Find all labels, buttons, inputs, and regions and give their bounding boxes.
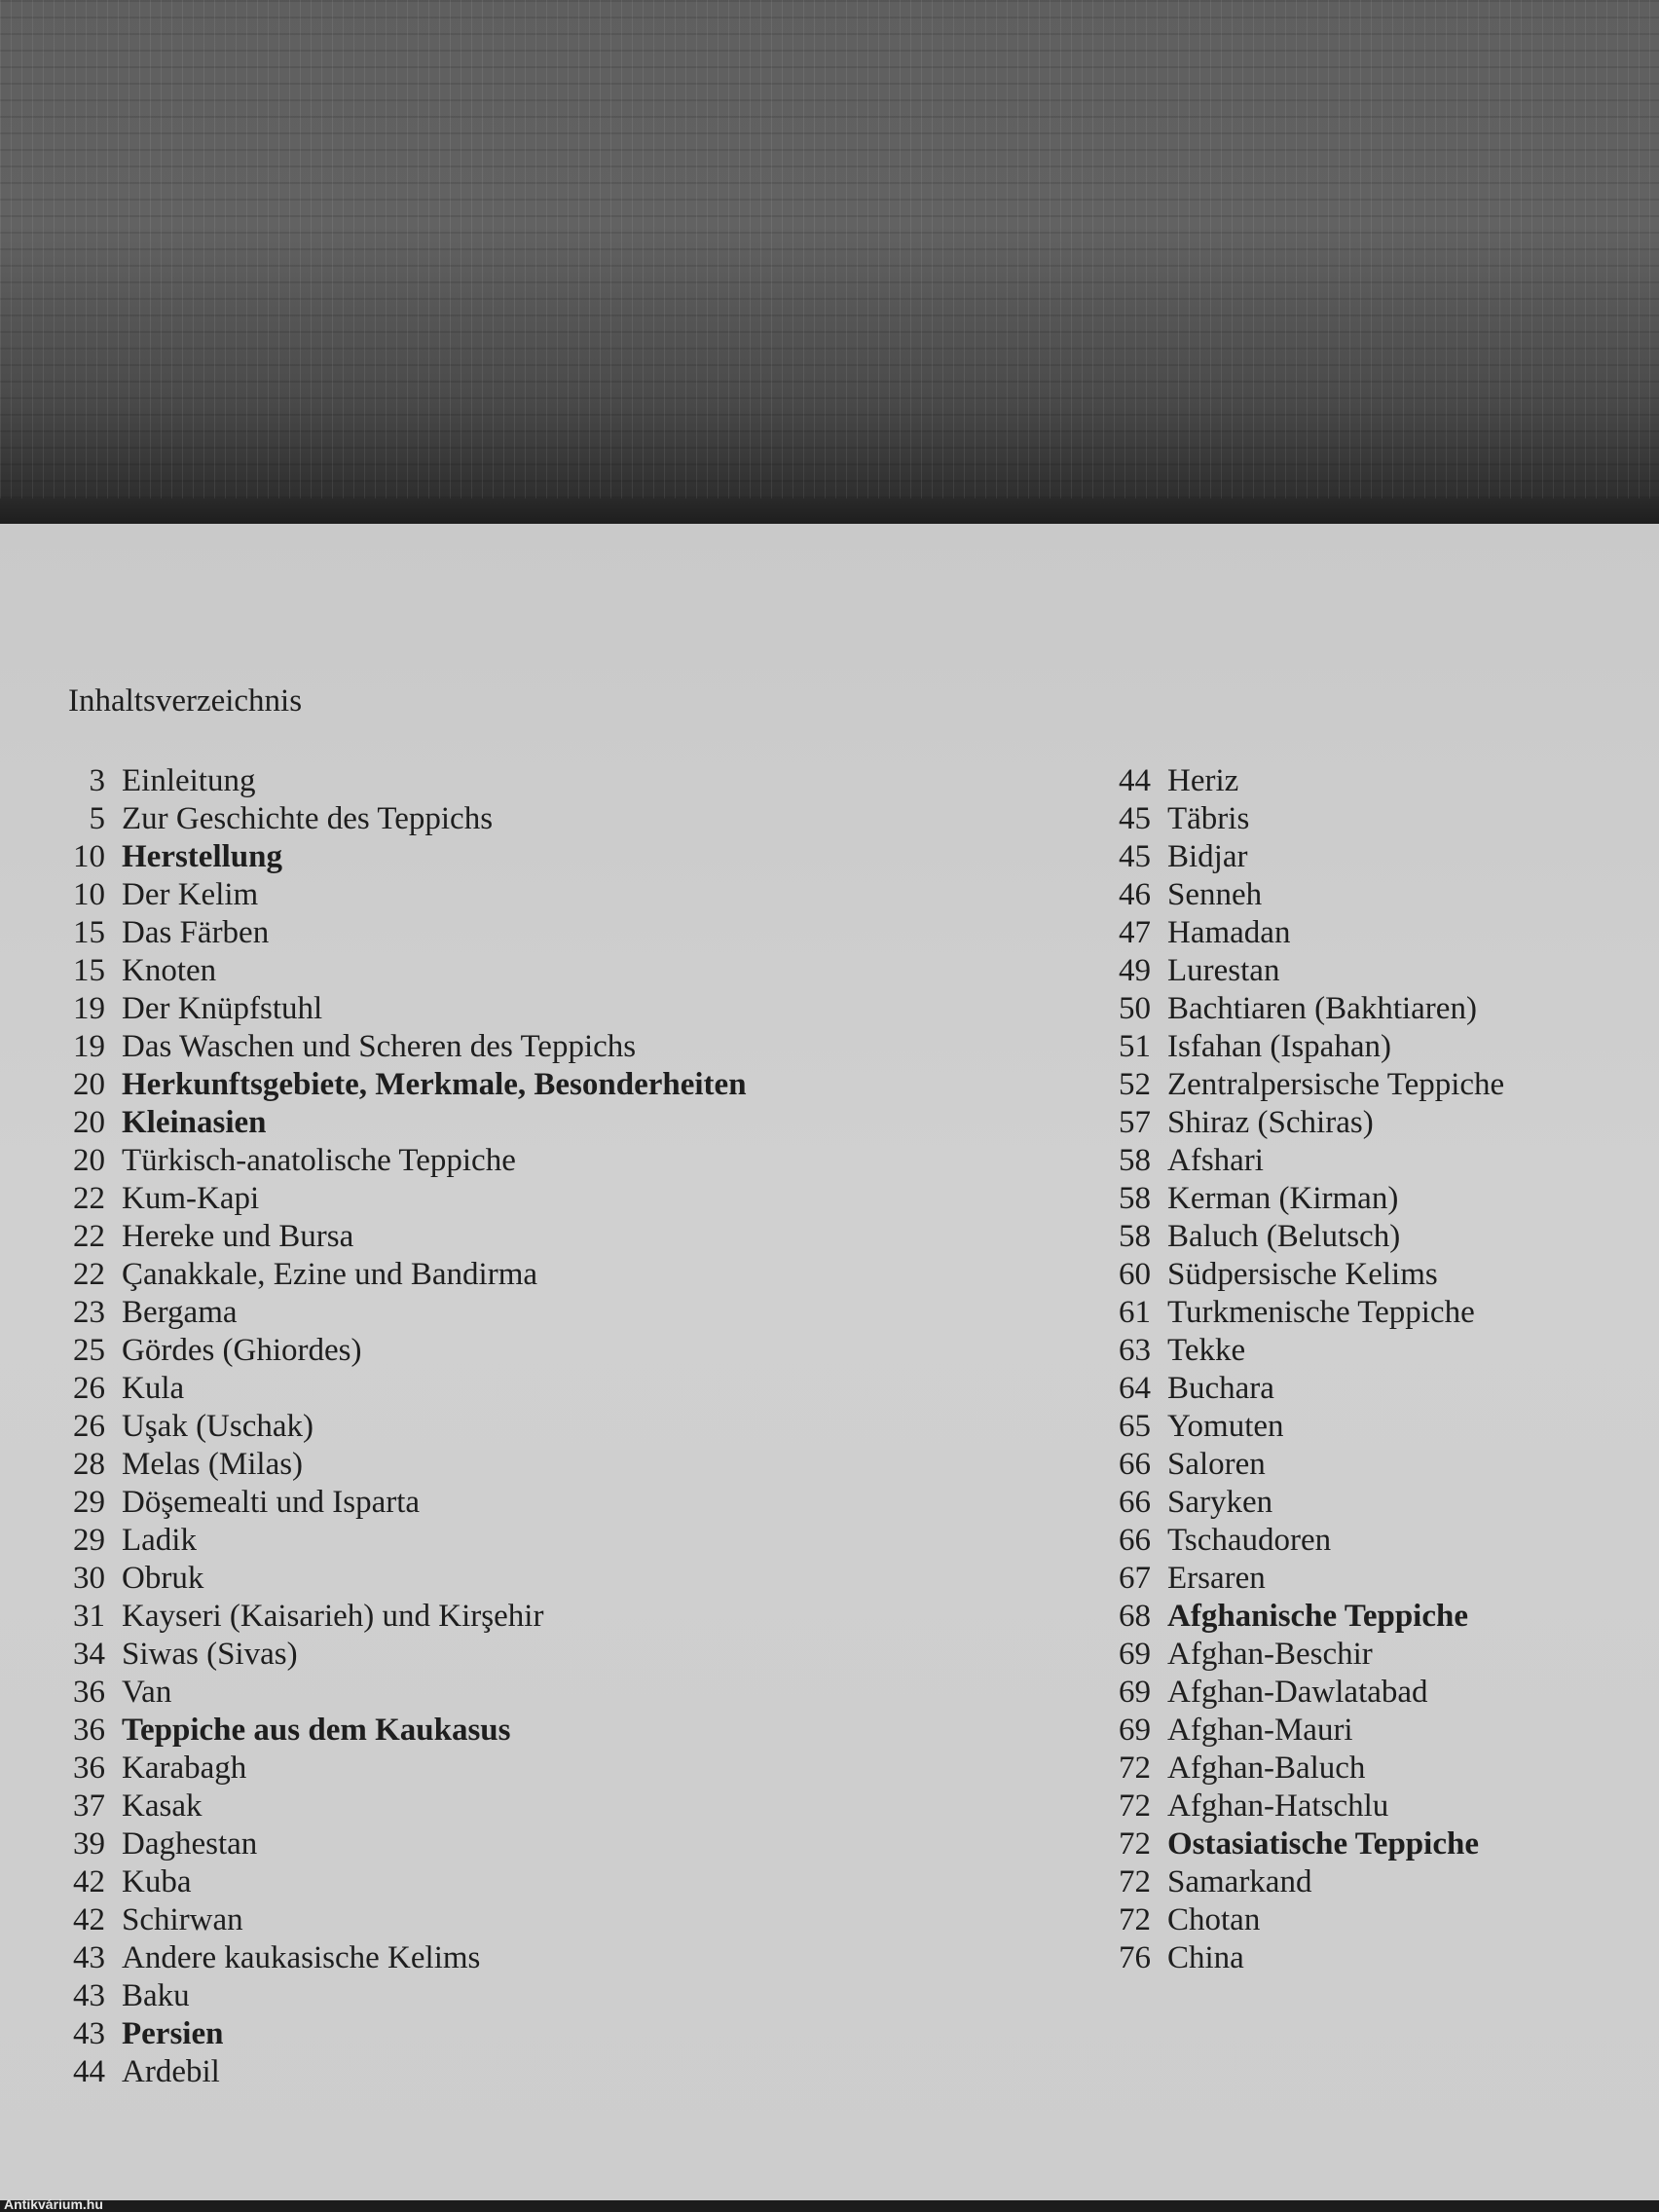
toc-entry	[1100, 800, 1504, 838]
toc-entry-label: Kasak	[122, 1788, 203, 1824]
toc-entry	[58, 1104, 747, 1142]
toc-entry-label: Ersaren	[1167, 1561, 1266, 1596]
toc-entry	[58, 914, 747, 952]
toc-entry	[58, 2053, 747, 2091]
toc-entry-label: Einleitung	[122, 763, 256, 798]
toc-page-number: 66	[1119, 1447, 1151, 1482]
toc-entry-label: Afghan-Beschir	[1167, 1637, 1373, 1672]
toc-page-number: 45	[1119, 801, 1151, 836]
toc-entry	[1100, 1712, 1504, 1750]
toc-entry-label: Chotan	[1167, 1902, 1261, 1937]
toc-entry-label: Tekke	[1167, 1333, 1246, 1368]
toc-page-number: 46	[1119, 877, 1151, 912]
toc-entry-label: Zur Geschichte des Teppichs	[122, 801, 494, 836]
toc-page-number: 69	[1119, 1675, 1151, 1710]
toc-page-number: 66	[1119, 1485, 1151, 1520]
toc-entry	[58, 1939, 747, 1977]
toc-entry-label: Kuba	[122, 1864, 192, 1899]
toc-page-number: 43	[73, 1940, 105, 1975]
toc-page-number: 22	[73, 1181, 105, 1216]
toc-entry-label: Türkisch-anatolische Teppiche	[122, 1143, 516, 1178]
toc-page-number: 76	[1119, 1940, 1151, 1975]
toc-entry-label: Lurestan	[1167, 953, 1280, 988]
toc-entry-label: Senneh	[1167, 877, 1263, 912]
toc-entry	[58, 1750, 747, 1788]
toc-entry	[1100, 1294, 1504, 1332]
toc-page-number: 72	[1119, 1864, 1151, 1899]
bottom-edge	[0, 2200, 1659, 2212]
toc-entry	[1100, 1256, 1504, 1294]
toc-entry-label: Kerman (Kirman)	[1167, 1181, 1399, 1216]
toc-title: Inhaltsverzeichnis	[68, 683, 303, 719]
toc-page-number: 36	[73, 1675, 105, 1710]
toc-section-heading: Herstellung	[122, 839, 282, 874]
toc-page-number: 69	[1119, 1713, 1151, 1748]
toc-entry-label: Der Kelim	[122, 877, 259, 912]
toc-page-number: 64	[1119, 1371, 1151, 1406]
toc-page-number: 10	[73, 839, 105, 874]
toc-entry	[58, 1180, 747, 1218]
toc-entry	[1100, 1028, 1504, 1066]
toc-entry	[1100, 914, 1504, 952]
toc-entry-label: Melas (Milas)	[122, 1447, 304, 1482]
toc-entry	[1100, 1408, 1504, 1446]
toc-page-number: 20	[73, 1105, 105, 1140]
toc-page-number: 63	[1119, 1333, 1151, 1368]
toc-section-heading: Persien	[122, 2016, 224, 2051]
toc-entry-label: Karabagh	[122, 1751, 247, 1786]
toc-page-number: 10	[73, 877, 105, 912]
toc-entry-label: Das Waschen und Scheren des Teppichs	[122, 1029, 637, 1064]
toc-entry-label: Samarkand	[1167, 1864, 1312, 1899]
toc-entry-label: Isfahan (Ispahan)	[1167, 1029, 1391, 1064]
cover-edge	[0, 498, 1659, 524]
toc-entry-label: Afghan-Baluch	[1167, 1751, 1366, 1786]
toc-page-number: 60	[1119, 1257, 1151, 1292]
toc-entry-label: Daghestan	[122, 1826, 258, 1862]
toc-entry	[58, 800, 747, 838]
toc-entry-label: Buchara	[1167, 1371, 1274, 1406]
toc-entry-label: China	[1167, 1940, 1244, 1975]
toc-page-number: 66	[1119, 1523, 1151, 1558]
toc-entry	[1100, 1939, 1504, 1977]
toc-page-number: 26	[73, 1409, 105, 1444]
toc-entry-label: Obruk	[122, 1561, 204, 1596]
toc-entry	[58, 990, 747, 1028]
toc-entry-label: Van	[122, 1675, 172, 1710]
toc-entry-label: Gördes (Ghiordes)	[122, 1333, 362, 1368]
toc-entry	[1100, 876, 1504, 914]
toc-page-number: 20	[73, 1143, 105, 1178]
toc-page-number: 42	[73, 1864, 105, 1899]
toc-entry	[58, 1901, 747, 1939]
toc-page-number: 61	[1119, 1295, 1151, 1330]
toc-entry-label: Saryken	[1167, 1485, 1273, 1520]
toc-entry	[58, 1863, 747, 1901]
toc-entry	[58, 1484, 747, 1522]
toc-page-number: 44	[73, 2054, 105, 2089]
toc-entry	[58, 876, 747, 914]
toc-entry-label: Afghan-Hatschlu	[1167, 1788, 1389, 1824]
toc-entry	[58, 1825, 747, 1863]
toc-page-number: 15	[73, 953, 105, 988]
toc-page-number: 69	[1119, 1637, 1151, 1672]
toc-entry-label: Afghan-Mauri	[1167, 1713, 1353, 1748]
toc-page-number: 58	[1119, 1143, 1151, 1178]
toc-entry	[58, 1066, 747, 1104]
toc-entry-label: Andere kaukasische Kelims	[122, 1940, 481, 1975]
toc-entry	[1100, 1522, 1504, 1560]
toc-entry	[1100, 1750, 1504, 1788]
toc-page-number: 51	[1119, 1029, 1151, 1064]
toc-page-number: 72	[1119, 1902, 1151, 1937]
toc-entry-label: Ardebil	[122, 2054, 220, 2089]
toc-entry	[58, 1218, 747, 1256]
toc-entry-label: Kum-Kapi	[122, 1181, 260, 1216]
toc-section-heading: Herkunftsgebiete, Merkmale, Besonderheiten	[122, 1067, 747, 1102]
toc-section-heading: Ostasiatische Teppiche	[1167, 1826, 1479, 1862]
toc-page-number: 52	[1119, 1067, 1151, 1102]
toc-page-number: 30	[73, 1561, 105, 1596]
toc-entry	[58, 1712, 747, 1750]
toc-page-number: 23	[73, 1295, 105, 1330]
toc-page-number: 43	[73, 1978, 105, 2013]
toc-entry-label: Südpersische Kelims	[1167, 1257, 1438, 1292]
toc-page-number: 5	[89, 801, 105, 836]
toc-entry	[1100, 1104, 1504, 1142]
toc-entry	[1100, 1370, 1504, 1408]
toc-entry	[1100, 1636, 1504, 1674]
toc-entry	[1100, 1598, 1504, 1636]
toc-entry	[1100, 1218, 1504, 1256]
toc-entry-label: Yomuten	[1167, 1409, 1284, 1444]
toc-page-number: 31	[73, 1599, 105, 1634]
toc-entry	[58, 1446, 747, 1484]
toc-entry	[58, 1636, 747, 1674]
toc-entry-label: Täbris	[1167, 801, 1250, 836]
toc-entry-label: Çanakkale, Ezine und Bandirma	[122, 1257, 538, 1292]
toc-entry	[1100, 1142, 1504, 1180]
toc-entry	[1100, 1066, 1504, 1104]
toc-page-number: 58	[1119, 1219, 1151, 1254]
toc-entry-label: Hamadan	[1167, 915, 1291, 950]
toc-entry	[58, 1370, 747, 1408]
toc-entry-label: Saloren	[1167, 1447, 1266, 1482]
toc-entry-label: Ladik	[122, 1523, 197, 1558]
toc-entry	[58, 1294, 747, 1332]
toc-entry	[1100, 952, 1504, 990]
toc-entry	[58, 762, 747, 800]
toc-entry-label: Das Färben	[122, 915, 270, 950]
toc-page-number: 49	[1119, 953, 1151, 988]
toc-entry-label: Afghan-Dawlatabad	[1167, 1675, 1428, 1710]
toc-entry-label: Heriz	[1167, 763, 1239, 798]
toc-section-heading: Afghanische Teppiche	[1167, 1599, 1468, 1634]
toc-page-number: 65	[1119, 1409, 1151, 1444]
toc-entry-label: Döşemealti und Isparta	[122, 1485, 421, 1520]
toc-entry	[1100, 1446, 1504, 1484]
toc-entry	[58, 1674, 747, 1712]
toc-entry-label: Kula	[122, 1371, 185, 1406]
toc-entry	[1100, 1825, 1504, 1863]
toc-entry-label: Schirwan	[122, 1902, 243, 1937]
toc-page-number: 58	[1119, 1181, 1151, 1216]
toc-page-number: 20	[73, 1067, 105, 1102]
toc-entry	[1100, 1180, 1504, 1218]
toc-section-heading: Teppiche aus dem Kaukasus	[122, 1713, 511, 1748]
toc-entry	[58, 1560, 747, 1598]
toc-page-number: 36	[73, 1713, 105, 1748]
toc-entry	[58, 1408, 747, 1446]
toc-entry	[1100, 1674, 1504, 1712]
toc-page-number: 34	[73, 1637, 105, 1672]
toc-entry	[58, 2015, 747, 2053]
toc-entry-label: Bergama	[122, 1295, 238, 1330]
toc-page-number: 19	[73, 1029, 105, 1064]
toc-page-number: 68	[1119, 1599, 1151, 1634]
toc-entry-label: Siwas (Sivas)	[122, 1637, 298, 1672]
toc-page-number: 36	[73, 1751, 105, 1786]
toc-entry	[1100, 1560, 1504, 1598]
toc-entry-label: Turkmenische Teppiche	[1167, 1295, 1475, 1330]
toc-page-number: 44	[1119, 763, 1151, 798]
toc-page-number: 3	[89, 763, 105, 798]
toc-entry	[1100, 762, 1504, 800]
toc-page-number: 45	[1119, 839, 1151, 874]
toc-entry-label: Shiraz (Schiras)	[1167, 1105, 1374, 1140]
toc-entry	[58, 1256, 747, 1294]
book-cover-background	[0, 0, 1659, 498]
toc-page-number: 15	[73, 915, 105, 950]
toc-entry	[58, 1332, 747, 1370]
toc-entry-label: Kayseri (Kaisarieh) und Kirşehir	[122, 1599, 544, 1634]
toc-page-number: 72	[1119, 1788, 1151, 1824]
toc-page-number: 43	[73, 2016, 105, 2051]
toc-entry-label: Bidjar	[1167, 839, 1248, 874]
toc-page-number: 19	[73, 991, 105, 1026]
toc-page-number: 67	[1119, 1561, 1151, 1596]
toc-page-number: 47	[1119, 915, 1151, 950]
toc-page-number: 29	[73, 1523, 105, 1558]
toc-page-number: 29	[73, 1485, 105, 1520]
toc-entry	[58, 952, 747, 990]
toc-entry	[58, 1788, 747, 1825]
toc-page-number: 28	[73, 1447, 105, 1482]
toc-entry-label: Afshari	[1167, 1143, 1264, 1178]
watermark: Antikvárium.hu	[4, 2196, 103, 2212]
toc-entry	[1100, 838, 1504, 876]
toc-page-number: 22	[73, 1219, 105, 1254]
toc-entry	[1100, 1901, 1504, 1939]
toc-entry-label: Tschaudoren	[1167, 1523, 1332, 1558]
toc-page-number: 39	[73, 1826, 105, 1862]
toc-entry	[58, 1522, 747, 1560]
toc-entry-label: Der Knüpfstuhl	[122, 991, 323, 1026]
toc-entry-label: Hereke und Bursa	[122, 1219, 354, 1254]
toc-entry-label: Knoten	[122, 953, 217, 988]
toc-entry-label: Zentralpersische Teppiche	[1167, 1067, 1505, 1102]
toc-entry	[58, 1598, 747, 1636]
toc-page-number: 50	[1119, 991, 1151, 1026]
toc-entry	[1100, 1863, 1504, 1901]
toc-entry-label: Bachtiaren (Bakhtiaren)	[1167, 991, 1477, 1026]
toc-page-number: 37	[73, 1788, 105, 1824]
toc-entry	[1100, 1788, 1504, 1825]
toc-page-number: 42	[73, 1902, 105, 1937]
toc-page-number: 72	[1119, 1826, 1151, 1862]
toc-entry-label: Baku	[122, 1978, 190, 2013]
toc-entry	[58, 1977, 747, 2015]
toc-page-number: 25	[73, 1333, 105, 1368]
toc-page-number: 22	[73, 1257, 105, 1292]
toc-right-column	[1100, 762, 1504, 1977]
toc-page-number: 72	[1119, 1751, 1151, 1786]
toc-entry	[58, 838, 747, 876]
toc-entry	[58, 1028, 747, 1066]
toc-entry	[1100, 990, 1504, 1028]
toc-entry	[58, 1142, 747, 1180]
toc-page-number: 57	[1119, 1105, 1151, 1140]
toc-section-heading: Kleinasien	[122, 1105, 267, 1140]
toc-entry-label: Baluch (Belutsch)	[1167, 1219, 1401, 1254]
toc-entry	[1100, 1484, 1504, 1522]
toc-entry	[1100, 1332, 1504, 1370]
toc-page-number: 26	[73, 1371, 105, 1406]
toc-left-column	[58, 762, 747, 2091]
toc-entry-label: Uşak (Uschak)	[122, 1409, 314, 1444]
